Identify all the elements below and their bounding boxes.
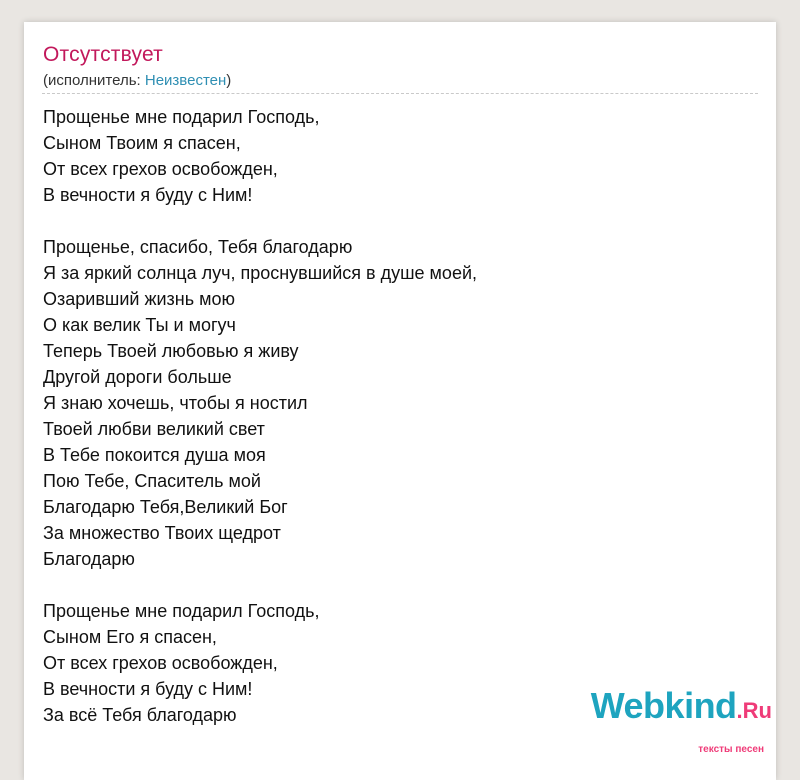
lyric-line: За множество Твоих щедрот <box>43 523 281 543</box>
lyric-line: Сыном Твоим я спасен, <box>43 133 241 153</box>
divider <box>42 93 758 94</box>
lyric-line: Другой дороги больше <box>43 367 232 387</box>
song-title: Отсутствует <box>43 43 163 66</box>
artist-prefix: (исполнитель: <box>43 72 145 89</box>
artist-line <box>43 72 231 89</box>
lyric-line: Теперь Твоей любовью я живу <box>43 341 299 361</box>
artist-suffix: ) <box>226 72 232 89</box>
logo-tagline: тексты песен <box>698 744 764 755</box>
lyric-line: Прощенье мне подарил Господь, <box>43 601 320 621</box>
lyric-line: От всех грехов освобожден, <box>43 159 278 179</box>
artist-link[interactable]: Неизвестен <box>144 72 227 89</box>
lyric-line: Сыном Его я спасен, <box>43 627 217 647</box>
lyrics-text <box>43 104 477 728</box>
lyric-line: Благодарю Тебя,Великий Бог <box>43 497 288 517</box>
lyrics-card <box>24 22 776 780</box>
logo-brand: Webkind <box>590 685 737 726</box>
lyric-line: В вечности я буду с Ним! <box>43 185 253 205</box>
stanza-break <box>43 572 477 598</box>
logo-tld: .Ru <box>736 698 772 723</box>
stanza-break <box>43 208 477 234</box>
lyric-line: Пою Тебе, Спаситель мой <box>43 471 261 491</box>
lyric-line: От всех грехов освобожден, <box>43 653 278 673</box>
lyric-line: О как велик Ты и могуч <box>43 315 236 335</box>
lyric-line: Прощенье, спасибо, Тебя благодарю <box>43 237 353 257</box>
lyric-line: Твоей любви великий свет <box>43 419 265 439</box>
lyric-line: Я за яркий солнца луч, проснувшийся в душе моей, <box>43 263 478 283</box>
lyric-line: Озаривший жизнь мою <box>43 289 235 309</box>
lyric-line: Я знаю хочешь, чтобы я ностил <box>43 393 308 413</box>
site-logo[interactable] <box>590 685 772 726</box>
lyric-line: В Тебе покоится душа моя <box>43 445 266 465</box>
lyric-line: Благодарю <box>43 549 135 569</box>
lyric-line: За всё Тебя благодарю <box>43 705 237 725</box>
lyric-line: В вечности я буду с Ним! <box>43 679 253 699</box>
lyric-line: Прощенье мне подарил Господь, <box>43 107 320 127</box>
